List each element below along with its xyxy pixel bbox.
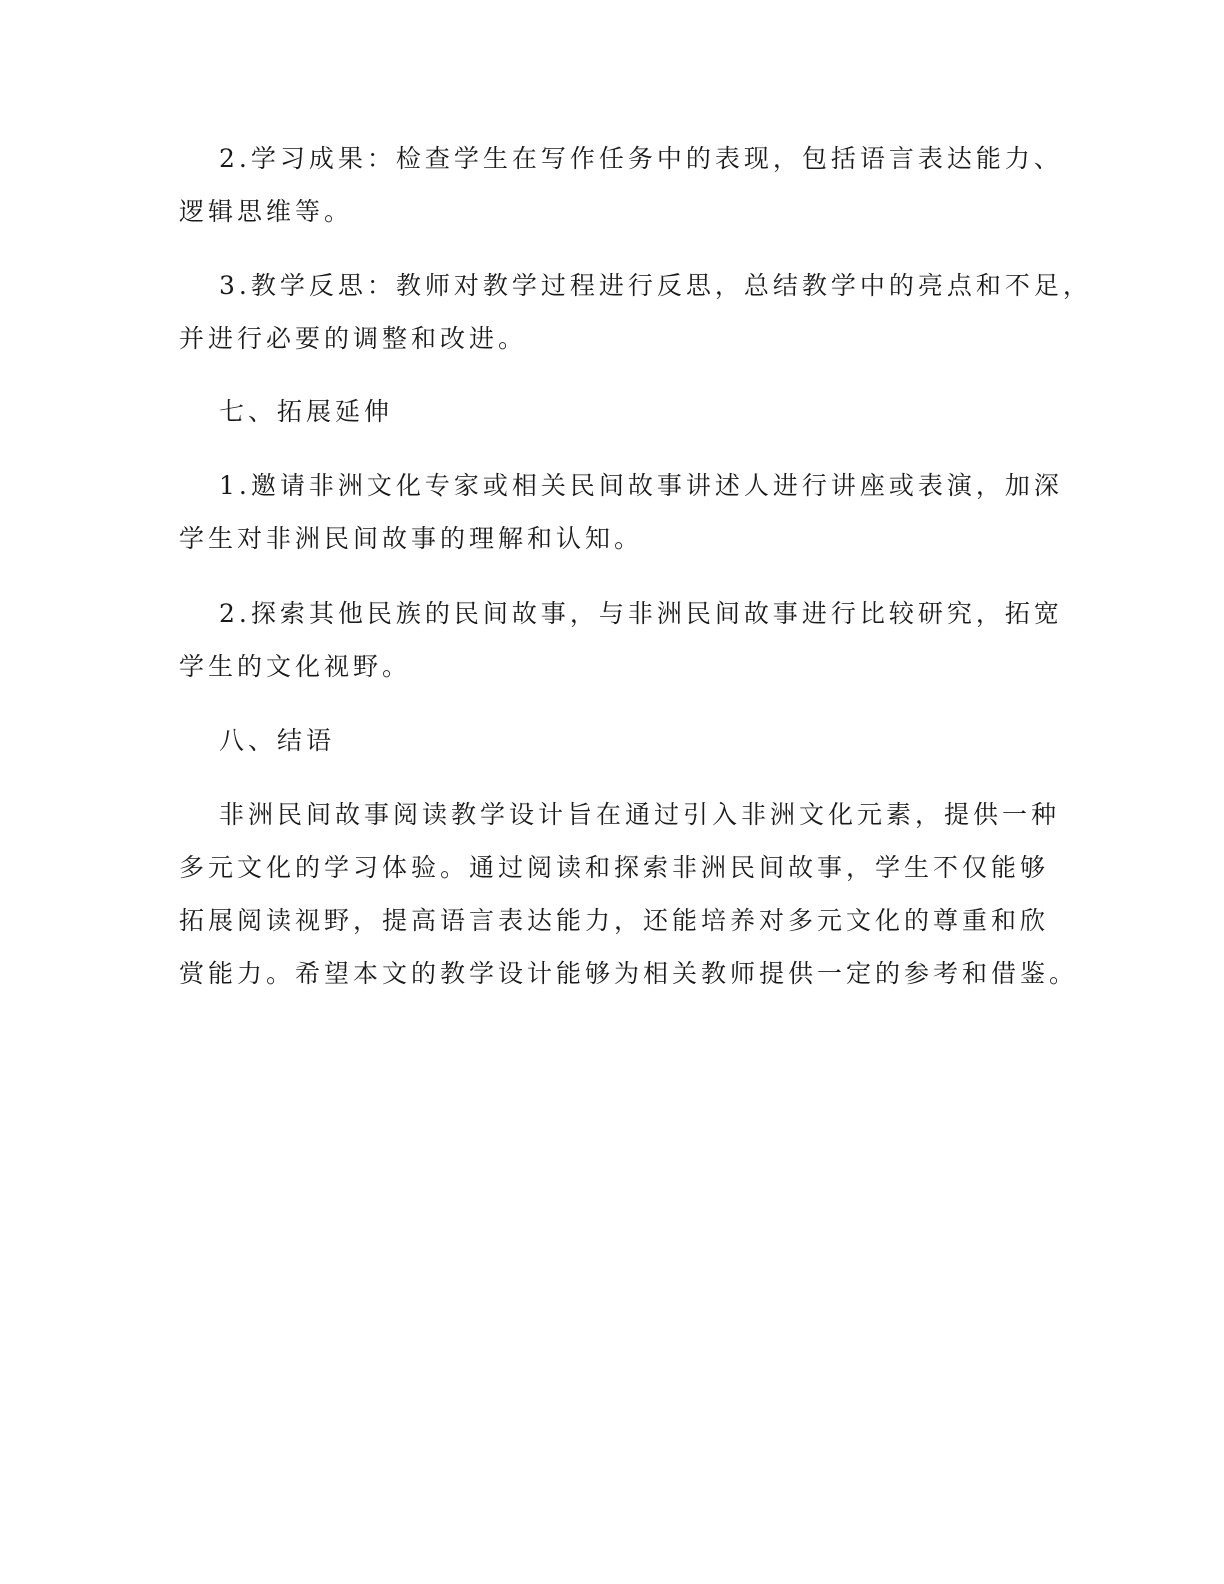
conclusion-line-3: 拓展阅读视野，提高语言表达能力，还能培养对多元文化的尊重和欣	[179, 906, 1050, 935]
assessment-outcome-line-1: 2.学习成果：检查学生在写作任务中的表现，包括语言表达能力、	[219, 144, 1063, 173]
extension-item-2-line-2: 学生的文化视野。	[179, 652, 412, 681]
teaching-reflection-line-1: 3.教学反思：教师对教学过程进行反思，总结教学中的亮点和不足，	[219, 271, 1092, 300]
teaching-reflection-line-2: 并进行必要的调整和改进。	[179, 324, 528, 353]
extension-item-1-line-1: 1.邀请非洲文化专家或相关民间故事讲述人进行讲座或表演，加深	[219, 471, 1063, 500]
extension-item-2-line-1: 2.探索其他民族的民间故事，与非洲民间故事进行比较研究，拓宽	[219, 599, 1063, 628]
extension-item-1-line-2: 学生对非洲民间故事的理解和认知。	[179, 524, 644, 553]
section-heading-extension: 七、拓展延伸	[219, 397, 394, 426]
section-heading-conclusion: 八、结语	[219, 726, 336, 755]
conclusion-line-4: 赏能力。希望本文的教学设计能够为相关教师提供一定的参考和借鉴。	[179, 959, 1079, 988]
conclusion-line-2: 多元文化的学习体验。通过阅读和探索非洲民间故事，学生不仅能够	[179, 853, 1050, 882]
conclusion-line-1: 非洲民间故事阅读教学设计旨在通过引入非洲文化元素，提供一种	[219, 800, 1061, 829]
assessment-outcome-line-2: 逻辑思维等。	[179, 197, 354, 226]
